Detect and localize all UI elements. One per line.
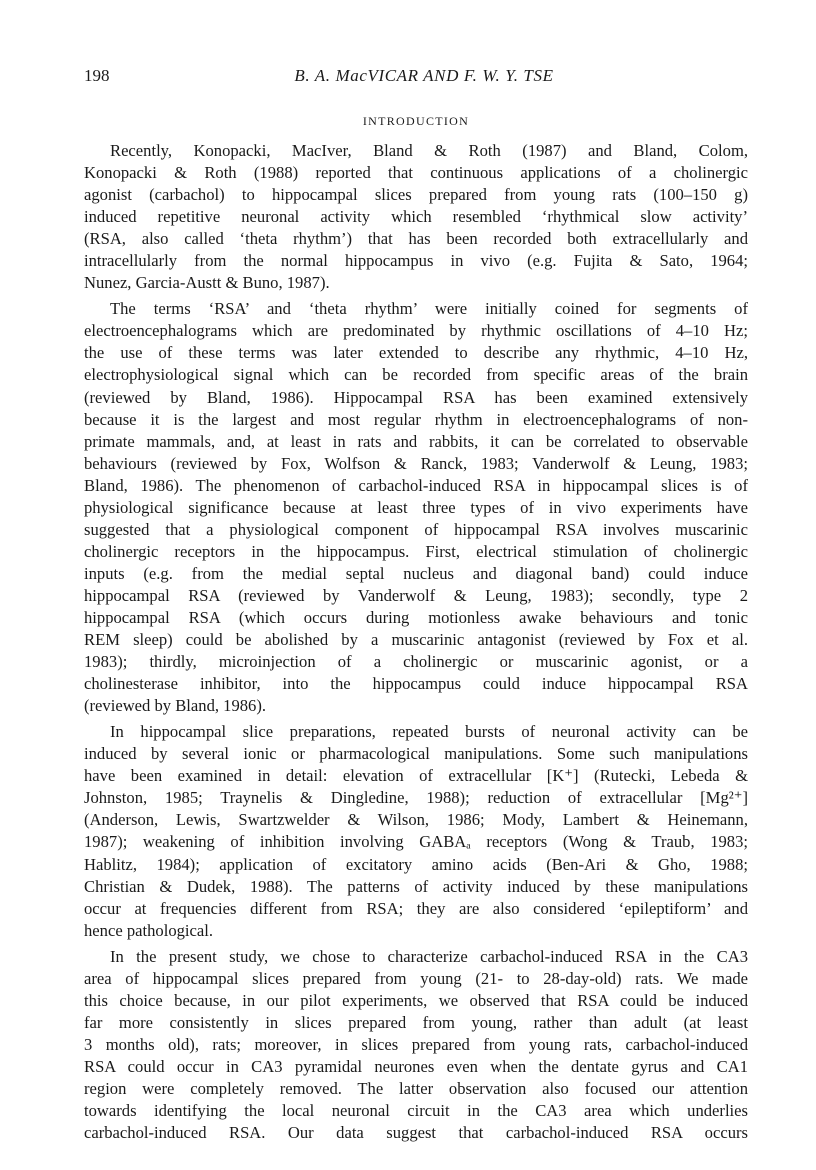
paragraph <box>84 140 748 294</box>
section-heading: INTRODUCTION <box>362 114 470 128</box>
body-text <box>84 140 748 1148</box>
text-line: cholinesterase inhibitor, into the hippocampus could induce hippocampal RSA <box>84 674 748 694</box>
text-line: hippocampal RSA (reviewed by Vanderwolf & Leung, 1983); secondly, type 2 <box>84 585 748 605</box>
text-line: Bland, 1986). The phenomenon of carbachol-induced RSA in hippocampal slices is of <box>84 475 748 495</box>
text-line: suggested that a physiological component of hippocampal RSA involves muscarinic <box>84 519 748 539</box>
text-line: 1983); thirdly, microinjection of a cholinergic or muscarinic agonist, or a <box>84 652 748 672</box>
page-header <box>84 66 744 90</box>
text-line: have been examined in detail: elevation of extracellular [K⁺] (Rutecki, Lebeda & <box>84 766 748 786</box>
text-line: intracellularly from the normal hippocampus in vivo (e.g. Fujita & Sato, 1964; <box>84 251 748 271</box>
text-line: primate mammals, and, at least in rats and rabbits, it can be correlated to observable <box>84 431 748 451</box>
text-line: The terms ‘RSA’ and ‘theta rhythm’ were initially coined for segments of <box>110 299 748 319</box>
text-line: inputs (e.g. from the medial septal nucleus and diagonal band) could induce <box>84 563 748 583</box>
text-line: Johnston, 1985; Traynelis & Dingledine, 1988); reduction of extracellular [Mg²⁺] <box>84 788 748 808</box>
text-line: (reviewed by Bland, 1986). Hippocampal RSA has been examined extensively <box>84 387 748 407</box>
page-number: 198 <box>84 66 110 85</box>
text-line: (RSA, also called ‘theta rhythm’) that has been recorded both extracellularly and <box>84 229 748 249</box>
text-line: because it is the largest and most regular rhythm in electroencephalograms of non- <box>84 409 748 429</box>
text-line: hence pathological. <box>84 920 214 940</box>
text-line: REM sleep) could be abolished by a muscarinic antagonist (reviewed by Fox et al. <box>84 630 748 650</box>
text-line: Hablitz, 1984); application of excitatory amino acids (Ben-Ari & Gho, 1988; <box>84 854 748 874</box>
text-line: hippocampal RSA (which occurs during motionless awake behaviours and tonic <box>84 607 748 627</box>
text-line: Recently, Konopacki, MacIver, Bland & Roth (1987) and Bland, Colom, <box>110 141 748 160</box>
text-line: electrophysiological signal which can be recorded from specific areas of the brain <box>84 365 748 385</box>
text-line: Christian & Dudek, 1988). The patterns of activity induced by these manipulations <box>84 876 748 896</box>
text-line: agonist (carbachol) to hippocampal slices prepared from young rats (100–150 g) <box>84 185 748 205</box>
text-line: induced by several ionic or pharmacological manipulations. Some such manipulations <box>84 744 748 764</box>
text-line: area of hippocampal slices prepared from young (21- to 28-day-old) rats. We made <box>84 968 748 988</box>
paragraph <box>84 298 748 717</box>
text-line: cholinergic receptors in the hippocampus. First, electrical stimulation of cholinergic <box>84 541 748 561</box>
text-line: occur at frequencies different from RSA; they are also considered ‘epileptiform’ and <box>84 898 748 918</box>
text-line: region were completely removed. The latter observation also focused our attention <box>84 1078 748 1098</box>
text-line: the use of these terms was later extended to describe any rhythmic, 4–10 Hz, <box>84 343 748 363</box>
text-line: In hippocampal slice preparations, repeated bursts of neuronal activity can be <box>110 722 748 742</box>
text-line: behaviours (reviewed by Fox, Wolfson & Ranck, 1983; Vanderwolf & Leung, 1983; <box>84 453 748 473</box>
text-line: induced repetitive neuronal activity which resembled ‘rhythmical slow activity’ <box>84 207 748 227</box>
text-line: 3 months old), rats; moreover, in slices prepared from young rats, carbachol-induced <box>84 1034 748 1054</box>
paragraph <box>84 946 748 1144</box>
text-line: this choice because, in our pilot experiments, we observed that RSA could be induced <box>84 990 748 1010</box>
text-line: Nunez, Garcia-Austt & Buno, 1987). <box>84 273 330 293</box>
text-line: carbachol-induced RSA. Our data suggest that carbachol-induced RSA occurs <box>84 1123 748 1143</box>
text-line: 1987); weakening of inhibition involving GABAₐ receptors (Wong & Traub, 1983; <box>84 832 748 852</box>
text-line: (reviewed by Bland, 1986). <box>84 696 267 716</box>
text-line: physiological significance because at least three types of in vivo experiments have <box>84 497 748 517</box>
text-line: electroencephalograms which are predominated by rhythmic oscillations of 4–10 Hz; <box>84 321 748 341</box>
text-line: towards identifying the local neuronal circuit in the CA3 area which underlies <box>84 1101 748 1121</box>
text-line: In the present study, we chose to characterize carbachol-induced RSA in the CA3 <box>110 946 748 966</box>
text-line: far more consistently in slices prepared from young, rather than adult (at least <box>84 1012 748 1032</box>
paragraph <box>84 721 748 941</box>
text-line: (Anderson, Lewis, Swartzwelder & Wilson, 1986; Mody, Lambert & Heinemann, <box>84 810 748 830</box>
text-line: RSA could occur in CA3 pyramidal neurones even when the dentate gyrus and CA1 <box>84 1056 748 1076</box>
text-line: Konopacki & Roth (1988) reported that continuous applications of a cholinergic <box>84 163 748 183</box>
running-title: B. A. MacVICAR AND F. W. Y. TSE <box>294 66 554 85</box>
